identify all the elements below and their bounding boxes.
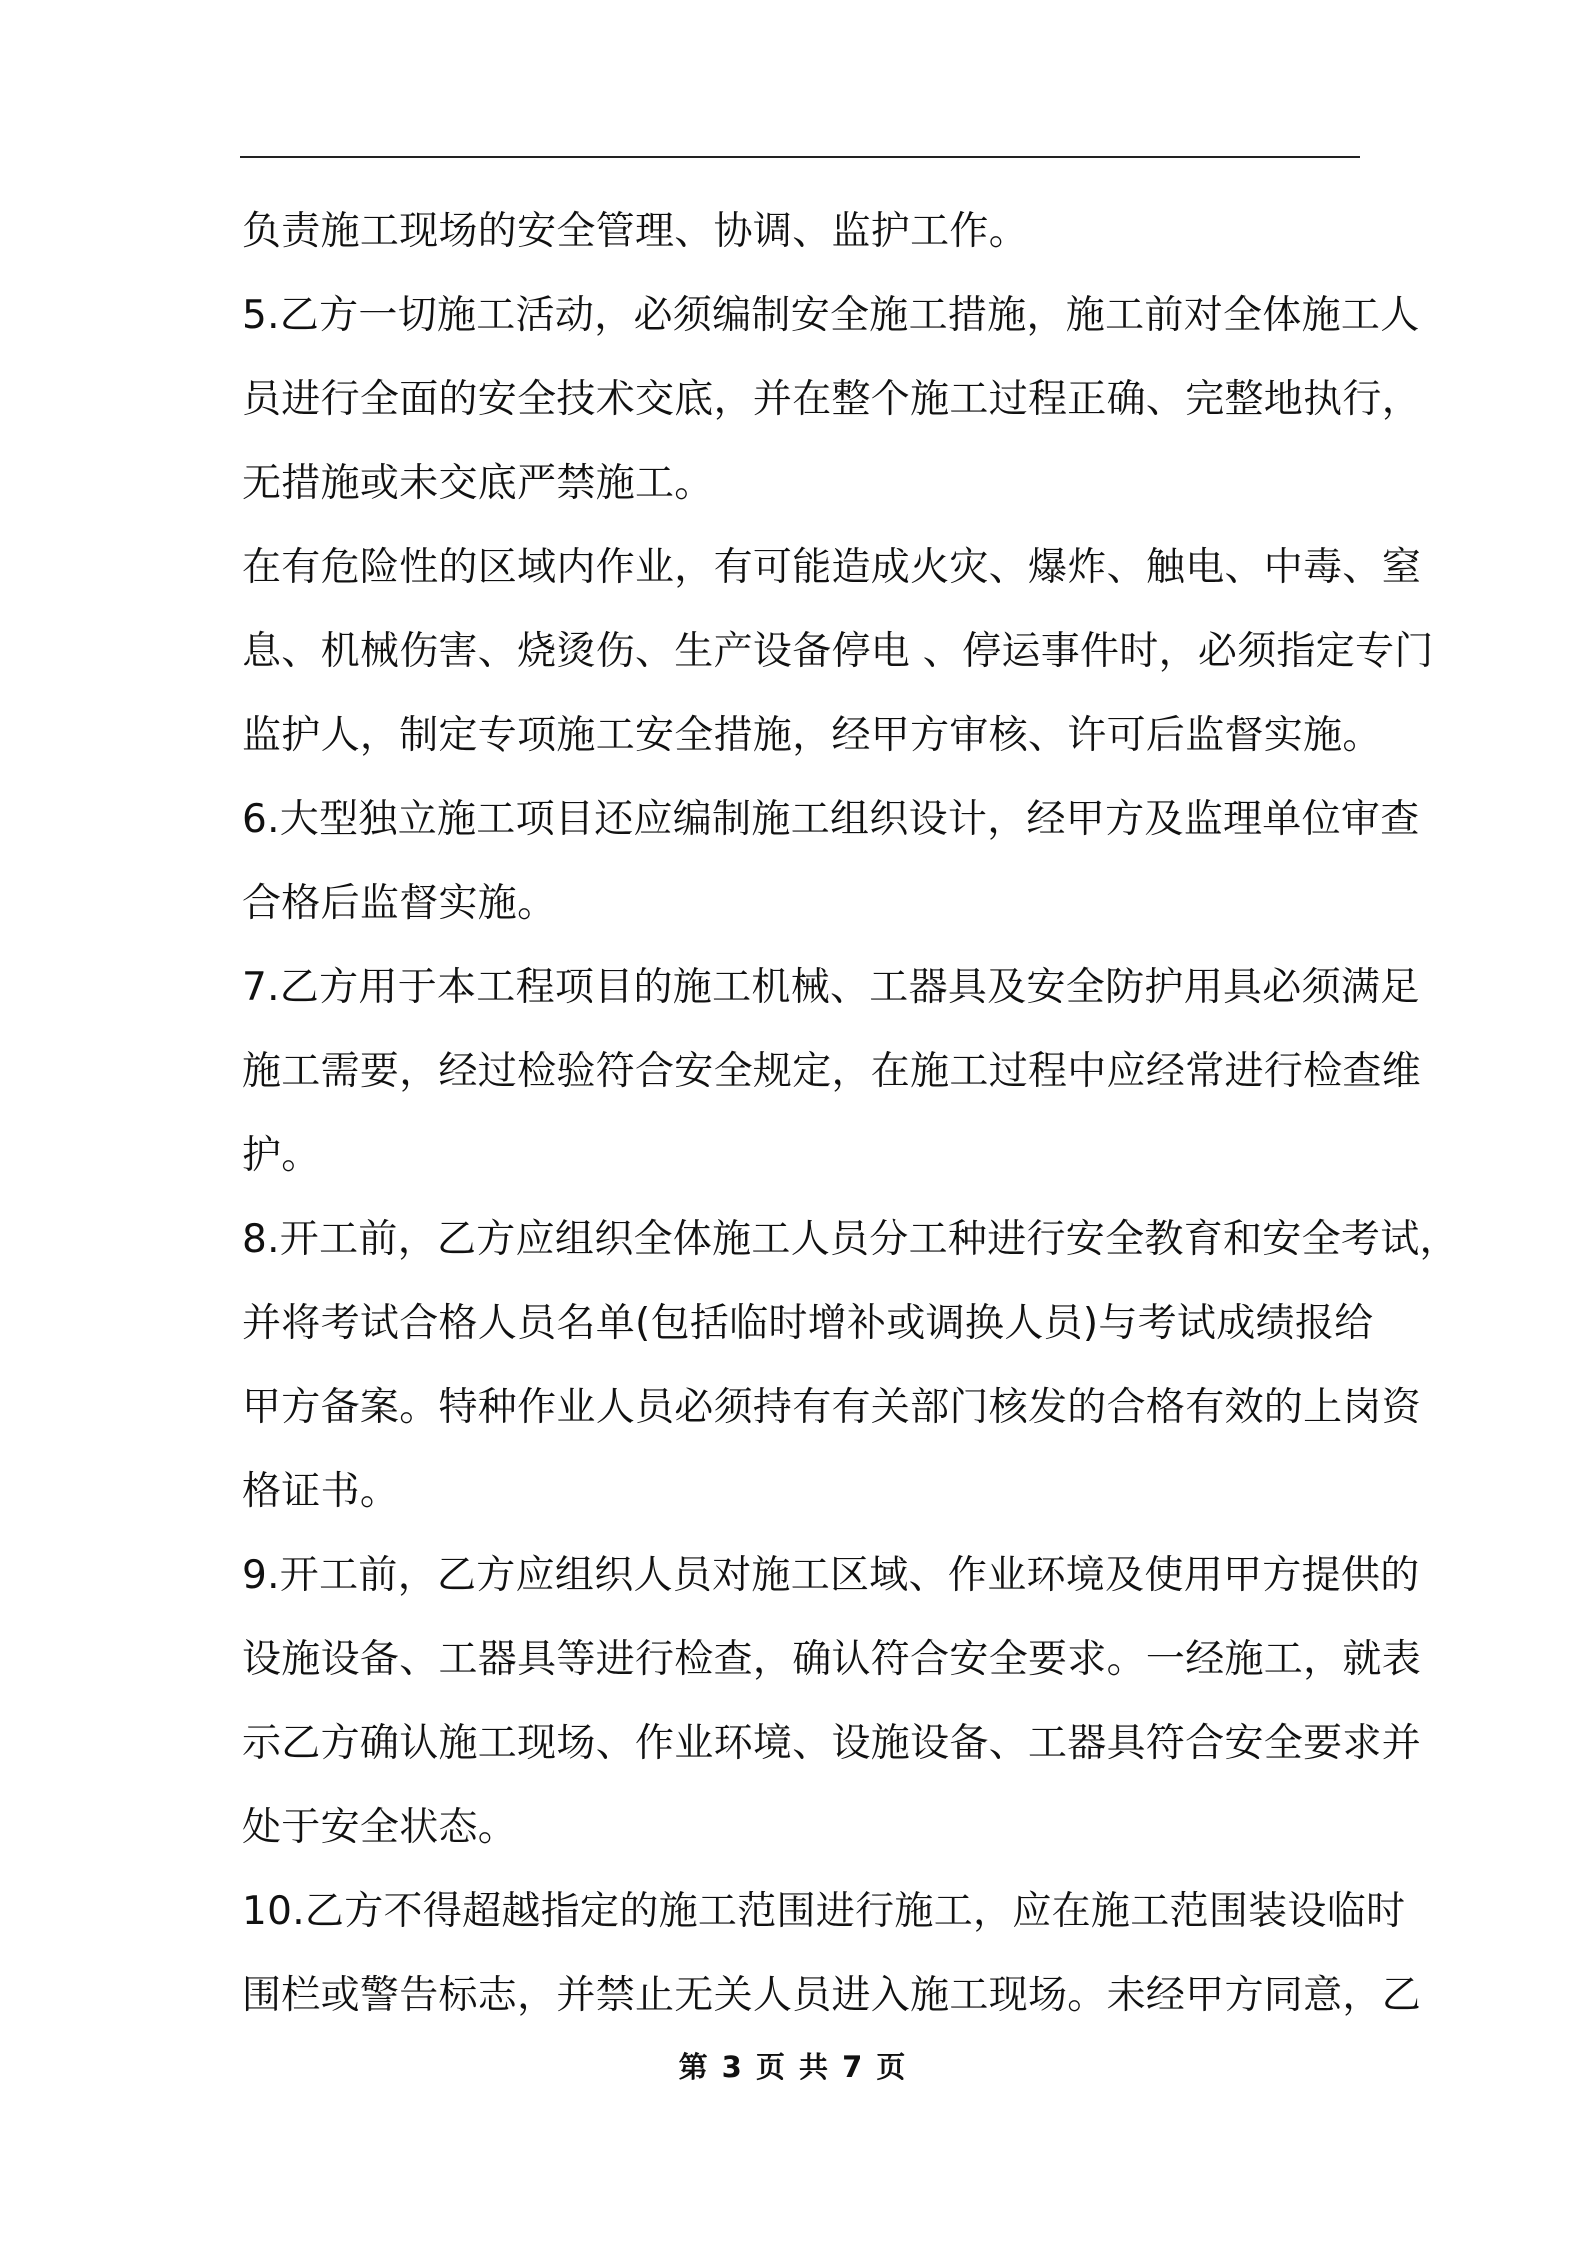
header-rule — [240, 156, 1360, 158]
text-line: 甲方备案。特种作业人员必须持有有关部门核发的合格有效的上岗资 — [242, 1385, 1422, 1430]
text-line: 7.乙方用于本工程项目的施工机械、工器具及安全防护用具必须满足 — [242, 965, 1420, 1010]
text-line: 设施设备、工器具等进行检查，确认符合安全要求。一经施工，就表 — [242, 1637, 1422, 1682]
document-body — [242, 190, 1459, 2038]
text-line: 施工需要，经过检验符合安全规定，在施工过程中应经常进行检查维 — [242, 1049, 1422, 1094]
text-line: 在有危险性的区域内作业，有可能造成火灾、爆炸、触电、中毒、窒 — [242, 545, 1422, 590]
text-line: 示乙方确认施工现场、作业环境、设施设备、工器具符合安全要求并 — [242, 1721, 1422, 1766]
text-line: 6.大型独立施工项目还应编制施工组织设计，经甲方及监理单位审查 — [242, 797, 1420, 842]
text-line: 5.乙方一切施工活动，必须编制安全施工措施，施工前对全体施工人 — [242, 293, 1420, 338]
text-line: 监护人，制定专项施工安全措施，经甲方审核、许可后监督实施。 — [242, 713, 1382, 758]
text-line: 9.开工前，乙方应组织人员对施工区域、作业环境及使用甲方提供的 — [242, 1553, 1420, 1598]
text-line: 员进行全面的安全技术交底，并在整个施工过程正确、完整地执行， — [242, 377, 1422, 422]
text-line: 息、机械伤害、烧烫伤、生产设备停电 、停运事件时，必须指定专门 — [242, 629, 1434, 674]
text-line: 负责施工现场的安全管理、协调、监护工作。 — [242, 209, 1029, 254]
text-line: 8.开工前，乙方应组织全体施工人员分工种进行安全教育和安全考试， — [242, 1217, 1459, 1262]
text-line: 格证书。 — [242, 1469, 400, 1514]
text-line: 并将考试合格人员名单(包括临时增补或调换人员)与考试成绩报给 — [242, 1301, 1374, 1346]
text-line: 10.乙方不得超越指定的施工范围进行施工，应在施工范围装设临时 — [242, 1889, 1406, 1934]
text-line: 护。 — [242, 1133, 321, 1178]
page-number-footer: 第 3 页 共 7 页 — [678, 2050, 908, 2084]
text-line: 处于安全状态。 — [242, 1805, 518, 1850]
text-line: 合格后监督实施。 — [242, 881, 557, 926]
text-line: 无措施或未交底严禁施工。 — [242, 461, 714, 506]
text-line: 围栏或警告标志，并禁止无关人员进入施工现场。未经甲方同意，乙 — [242, 1973, 1422, 2018]
